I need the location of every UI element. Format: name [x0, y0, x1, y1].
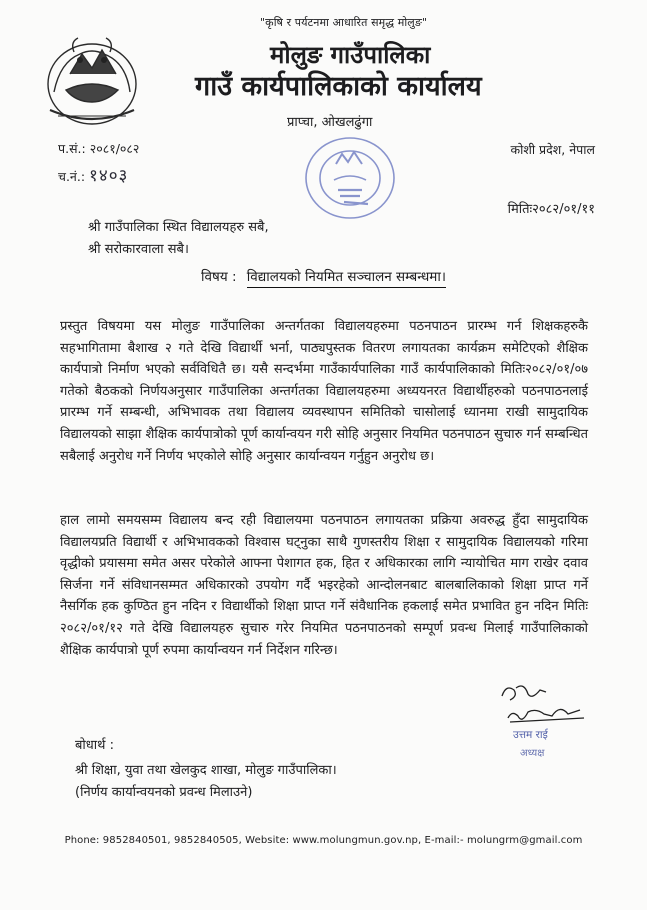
ps-reference — [58, 140, 139, 157]
subject-text: विद्यालयको नियमित सञ्चालन सम्बन्धमा। — [247, 269, 446, 288]
office-address: प्राप्चा, ओखलढुंगा — [287, 115, 373, 130]
recipient-list — [88, 217, 269, 261]
ps-value: २०८१/०८२ — [89, 141, 140, 156]
municipality-name: मोलुङ गाउँपालिका — [270, 41, 431, 69]
office-stamp — [298, 134, 402, 222]
body-paragraph: प्रस्तुत विषयमा यस मोलुङ गाउँपालिका अन्तर्गतका विद्यालयहरुमा पठनपाठन प्रारम्भ गर्न शिक्षकहरुकै सहभागितामा बैशाख २ गते देखि विद्यार्थी भर्ना, पाठ्यपुस्तक वितरण लगायतका कार्यक्रम समेटिएको शैक्षिक कार्यपात्रो निर्माण भएको सर्वविधितै छ। यसै सन्दर्भमा गाउँकार्यपालिका गाउँ कार्यपालिकाको मितिः२०८२/०१/०७ गतेको बैठकको निर्णयअनुसार गाउँपालिका अन्तर्गतका विद्यालयहरुमा अध्ययनरत विद्यार्थीहरुको पठनपाठनलाई प्रारम्भ गर्ने सम्बन्धी, अभिभावक तथा विद्यालय व्यवस्थापन समितिको चासोलाई ध्यानमा राखी सामुदायिक विद्यालयको साझा शैक्षिक कार्यपात्रोको पूर्ण कार्यान्वयन गरी सोहि अनुसार नियमित पठनपाठन सुचारु गर्न सम्बन्धित सबैलाई अनुरोध गर्ने निर्णय भएकोले सोहि अनुसार कार्यान्वयन गर्नुहुन अनुरोध छ। — [60, 319, 588, 464]
footer-contact: Phone: 9852840501, 9852840505, Website: www.molungmun.gov.np, E-mail:- molungrm@gmail.com — [64, 835, 583, 846]
signer-title: अध्यक्ष — [520, 748, 545, 759]
cc-label: बोधार्थ : — [75, 738, 114, 753]
recipient-line: श्री सरोकारवाला सबै। — [88, 242, 189, 257]
letter-date: मितिः२०८२/०१/११ — [507, 202, 595, 217]
cha-value-handwritten: १४०३ — [89, 166, 129, 186]
nepal-emblem-icon — [40, 32, 144, 132]
ps-label: प.सं.: — [58, 141, 86, 156]
cha-reference — [58, 163, 128, 186]
cc-line: (निर्णय कार्यान्वयनको प्रवन्ध मिलाउने) — [75, 785, 253, 800]
office-title: गाउँ कार्यपालिकाको कार्यालय — [195, 71, 482, 102]
letterhead-tagline: "कृषि र पर्यटनमा आधारित समृद्ध मोलुङ" — [260, 16, 428, 29]
cha-label: च.नं.: — [58, 169, 86, 184]
subject-label: विषय : — [201, 269, 237, 285]
subject-line — [0, 267, 647, 285]
recipient-line: श्री गाउँपालिका स्थित विद्यालयहरु सबै, — [88, 220, 269, 235]
body-paragraph: हाल लामो समयसम्म विद्यालय बन्द रही विद्यालयमा पठनपाठन लगायतका प्रक्रिया अवरुद्ध हुँदा सामुदायिक विद्यालयप्रति विद्यार्थी र अभिभावकको विश्वास घट्नुका साथै गुणस्तरीय शिक्षा र सामुदायिक विद्यालयको गरिमा वृद्धीको प्रयासमा समेत असर परेकोले आफ्ना पेशागत हक, हित र अधिकारका लागि न्यायोचित माग राखेर दवाव सिर्जना गर्ने संविधानसम्मत अधिकारको उपयोग गर्दै भइरहेको आन्दोलनबाट बालबालिकाको शिक्षा प्राप्त गर्ने नैसर्गिक हक कुण्ठित हुन नदिन र विद्यार्थीको शिक्षा प्राप्त गर्ने संवैधानिक हकलाई समेत प्रभावित हुन नदिन मितिः २०८२/०१/१२ गते देखि विद्यालयहरु सुचारु गरेर नियमित पठनपाठनको सम्पूर्ण प्रवन्ध मिलाई गाउँपालिकाको शैक्षिक कार्यपात्रो पूर्ण रुपमा कार्यान्वयन गर्न निर्देशन गरिन्छ। — [60, 513, 588, 658]
signer-name: उत्तम राई — [513, 729, 548, 741]
province-text: कोशी प्रदेश, नेपाल — [510, 142, 595, 157]
cc-line: श्री शिक्षा, युवा तथा खेलकुद शाखा, मोलुङ गाउँपालिका। — [75, 763, 337, 778]
